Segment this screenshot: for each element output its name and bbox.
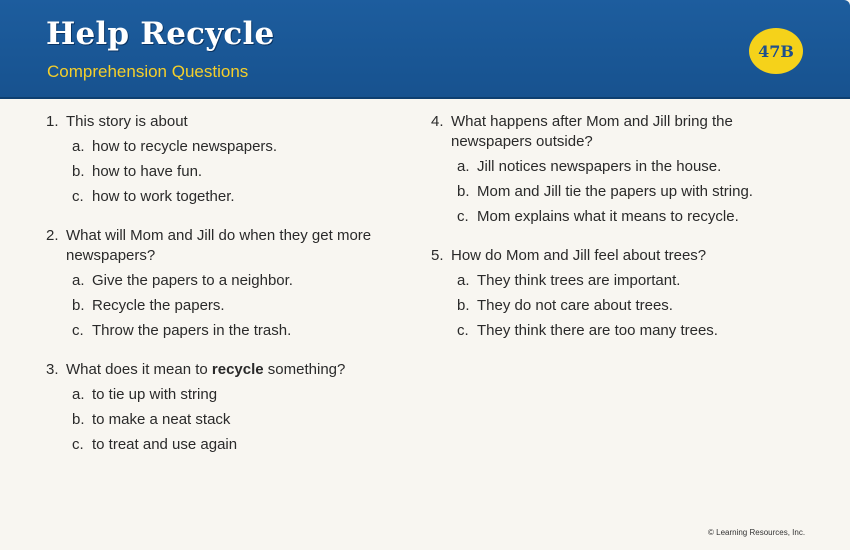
option-text: Throw the papers in the trash. [92, 322, 292, 339]
answer-option [457, 157, 811, 182]
card-subtitle: Comprehension Questions [47, 62, 249, 81]
option-text: how to have fun. [92, 163, 203, 180]
option-letter: c. [457, 322, 469, 339]
option-letter: a. [72, 272, 85, 289]
option-letter: a. [72, 386, 85, 403]
answer-option [72, 137, 406, 162]
card-number-badge: 47B [749, 28, 803, 74]
answer-option [72, 296, 406, 321]
question-text-part: What happens after Mom and Jill bring the newspapers outside? [451, 113, 733, 150]
option-letter: a. [72, 138, 85, 155]
option-letter: b. [72, 411, 85, 428]
option-letter: b. [72, 163, 85, 180]
question-text [66, 360, 406, 380]
option-text: Mom and Jill tie the papers up with string. [477, 183, 753, 200]
question-text-emphasis: recycle [211, 361, 264, 378]
question-text-part: This story is about [66, 113, 188, 130]
answer-option [457, 271, 811, 296]
answer-option [457, 321, 811, 346]
question-prompt [46, 360, 406, 380]
question-item [46, 226, 406, 346]
answer-options [457, 271, 811, 346]
option-text: They do not care about trees. [477, 297, 673, 314]
option-text: Jill notices newspapers in the house. [477, 158, 722, 175]
question-number: 2. [46, 227, 59, 244]
question-text-part: something? [263, 361, 346, 378]
option-text: Mom explains what it means to recycle. [477, 208, 739, 225]
answer-option [72, 162, 406, 187]
question-item [46, 112, 406, 212]
answer-option [72, 187, 406, 212]
option-text: to make a neat stack [92, 411, 231, 428]
answer-option [72, 435, 406, 460]
answer-option [72, 321, 406, 346]
answer-options [72, 271, 406, 346]
question-number: 5. [431, 247, 444, 264]
card-title: Help Recycle [46, 16, 275, 52]
question-number: 1. [46, 113, 59, 130]
answer-options [72, 137, 406, 212]
answer-option [457, 207, 811, 232]
answer-option [457, 296, 811, 321]
option-text: They think trees are important. [477, 272, 681, 289]
answer-option [457, 182, 811, 207]
option-letter: c. [72, 188, 84, 205]
question-text [451, 246, 811, 266]
option-letter: b. [72, 297, 85, 314]
answer-options [72, 385, 406, 460]
right-question-column [431, 112, 811, 360]
question-prompt [46, 226, 406, 266]
option-letter: c. [72, 436, 84, 453]
question-text-part: How do Mom and Jill feel about trees? [451, 247, 707, 264]
option-letter: a. [457, 158, 470, 175]
option-text: to treat and use again [92, 436, 238, 453]
option-text: how to recycle newspapers. [92, 138, 278, 155]
option-letter: b. [457, 183, 470, 200]
left-question-column [46, 112, 406, 474]
option-letter: c. [457, 208, 469, 225]
question-text-part: What does it mean to [66, 361, 212, 378]
copyright-notice: © Learning Resources, Inc. [708, 528, 806, 537]
option-letter: b. [457, 297, 470, 314]
option-text: how to work together. [92, 188, 235, 205]
card-header [0, 0, 850, 99]
question-item [431, 246, 811, 346]
answer-option [72, 271, 406, 296]
question-prompt [431, 112, 811, 152]
question-text [66, 226, 406, 266]
question-prompt [46, 112, 406, 132]
answer-option [72, 410, 406, 435]
option-text: Recycle the papers. [92, 297, 225, 314]
option-text: They think there are too many trees. [477, 322, 718, 339]
question-text-part: What will Mom and Jill do when they get more newspapers? [66, 227, 372, 264]
question-item [431, 112, 811, 232]
answer-options [457, 157, 811, 232]
option-letter: c. [72, 322, 84, 339]
option-text: to tie up with string [92, 386, 218, 403]
question-prompt [431, 246, 811, 266]
option-letter: a. [457, 272, 470, 289]
answer-option [72, 385, 406, 410]
question-number: 4. [431, 113, 444, 130]
question-text [66, 112, 406, 132]
question-number: 3. [46, 361, 59, 378]
question-text [451, 112, 811, 152]
question-item [46, 360, 406, 460]
option-text: Give the papers to a neighbor. [92, 272, 293, 289]
